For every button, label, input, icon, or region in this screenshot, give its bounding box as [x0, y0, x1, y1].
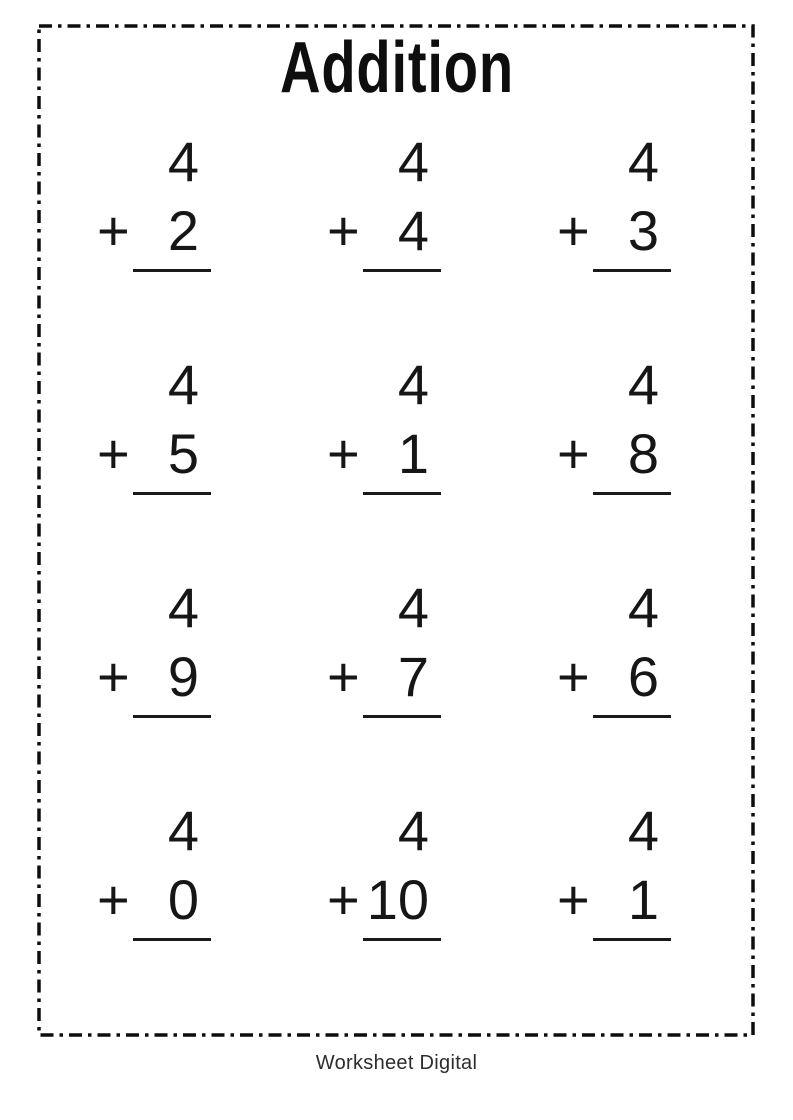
addition-problem-9	[557, 576, 671, 803]
top-addend: 4	[167, 576, 199, 639]
addition-problem-2	[327, 130, 441, 357]
answer-blank[interactable]	[593, 938, 671, 941]
bottom-addend: 1	[627, 868, 659, 931]
top-addend: 4	[167, 130, 199, 193]
top-addend: 4	[627, 353, 659, 416]
answer-blank[interactable]	[133, 269, 211, 272]
addition-problem-1	[97, 130, 211, 357]
top-addend: 4	[397, 799, 429, 862]
addition-problem-12	[557, 799, 671, 1026]
top-addend: 4	[397, 353, 429, 416]
addition-problem-11	[327, 799, 441, 1026]
answer-blank[interactable]	[593, 715, 671, 718]
answer-blank[interactable]	[363, 715, 441, 718]
answer-blank[interactable]	[593, 492, 671, 495]
top-addend: 4	[397, 576, 429, 639]
answer-blank[interactable]	[593, 269, 671, 272]
addition-problem-8	[327, 576, 441, 803]
plus-operator: +	[327, 645, 360, 708]
plus-operator: +	[557, 645, 590, 708]
top-addend: 4	[167, 799, 199, 862]
plus-operator: +	[97, 199, 130, 262]
bottom-addend: 6	[627, 645, 659, 708]
page-title	[0, 28, 793, 108]
plus-operator: +	[97, 422, 130, 485]
answer-blank[interactable]	[363, 938, 441, 941]
addition-problem-5	[327, 353, 441, 580]
top-addend: 4	[627, 576, 659, 639]
answer-blank[interactable]	[133, 715, 211, 718]
page-title-text: Addition	[279, 28, 514, 108]
bottom-addend: 9	[167, 645, 199, 708]
addition-problem-10	[97, 799, 211, 1026]
plus-operator: +	[97, 868, 130, 931]
bottom-addend: 0	[167, 868, 199, 931]
answer-blank[interactable]	[133, 938, 211, 941]
addition-problem-6	[557, 353, 671, 580]
plus-operator: +	[557, 868, 590, 931]
bottom-addend: 1	[397, 422, 429, 485]
plus-operator: +	[327, 422, 360, 485]
bottom-addend: 8	[627, 422, 659, 485]
addition-problem-3	[557, 130, 671, 357]
plus-operator: +	[97, 645, 130, 708]
addition-problem-7	[97, 576, 211, 803]
top-addend: 4	[397, 130, 429, 193]
problems-grid	[97, 130, 671, 1026]
top-addend: 4	[167, 353, 199, 416]
bottom-addend: 5	[167, 422, 199, 485]
plus-operator: +	[327, 199, 360, 262]
bottom-addend: 4	[397, 199, 429, 262]
plus-operator: +	[327, 868, 360, 931]
top-addend: 4	[627, 799, 659, 862]
top-addend: 4	[627, 130, 659, 193]
bottom-addend: 2	[167, 199, 199, 262]
footer-brand: Worksheet Digital	[315, 1052, 478, 1074]
answer-blank[interactable]	[133, 492, 211, 495]
answer-blank[interactable]	[363, 269, 441, 272]
addition-problem-4	[97, 353, 211, 580]
answer-blank[interactable]	[363, 492, 441, 495]
plus-operator: +	[557, 422, 590, 485]
bottom-addend: 10	[366, 868, 429, 931]
bottom-addend: 7	[397, 645, 429, 708]
plus-operator: +	[557, 199, 590, 262]
bottom-addend: 3	[627, 199, 659, 262]
